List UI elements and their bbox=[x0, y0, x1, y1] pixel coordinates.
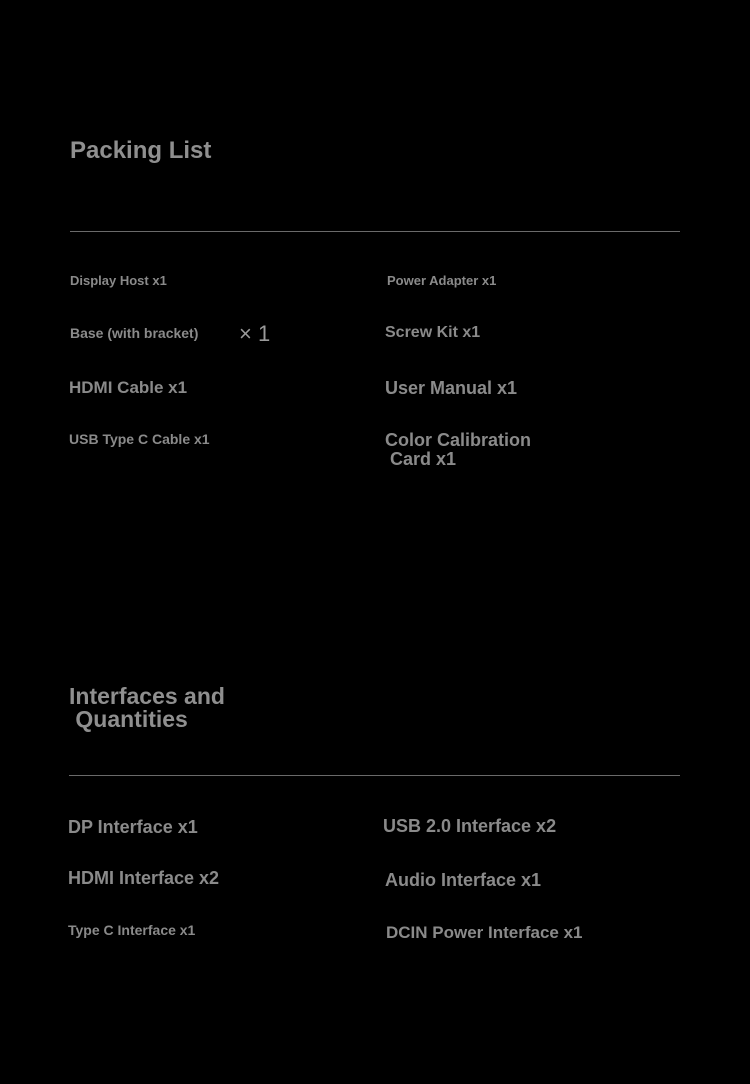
interface-item-dp: DP Interface x1 bbox=[68, 817, 198, 837]
packing-item-hdmi-cable: HDMI Cable x1 bbox=[69, 378, 188, 397]
packing-item-user-manual: User Manual x1 bbox=[385, 378, 518, 398]
packing-item-display-host: Display Host x1 bbox=[70, 273, 167, 288]
packing-item-color-calibration-card: Color Calibration Card x1 bbox=[385, 430, 532, 469]
interfaces-title: Interfaces and Quantities bbox=[69, 683, 225, 732]
packing-list-divider bbox=[70, 231, 680, 232]
packing-item-base: Base (with bracket) bbox=[70, 325, 199, 341]
interface-item-hdmi: HDMI Interface x2 bbox=[68, 868, 220, 888]
interfaces-divider bbox=[69, 775, 680, 776]
packing-item-usb-c-cable: USB Type C Cable x1 bbox=[69, 431, 210, 447]
interface-item-usb2: USB 2.0 Interface x2 bbox=[383, 816, 557, 836]
packing-item-base-quantity: × 1 bbox=[239, 321, 271, 346]
packing-item-power-adapter: Power Adapter x1 bbox=[387, 273, 497, 288]
interface-item-type-c: Type C Interface x1 bbox=[68, 922, 196, 938]
packing-list-title: Packing List bbox=[70, 137, 212, 164]
packing-item-screw-kit: Screw Kit x1 bbox=[385, 324, 481, 341]
interface-item-audio: Audio Interface x1 bbox=[385, 870, 542, 890]
interface-item-dcin: DCIN Power Interface x1 bbox=[386, 923, 583, 942]
